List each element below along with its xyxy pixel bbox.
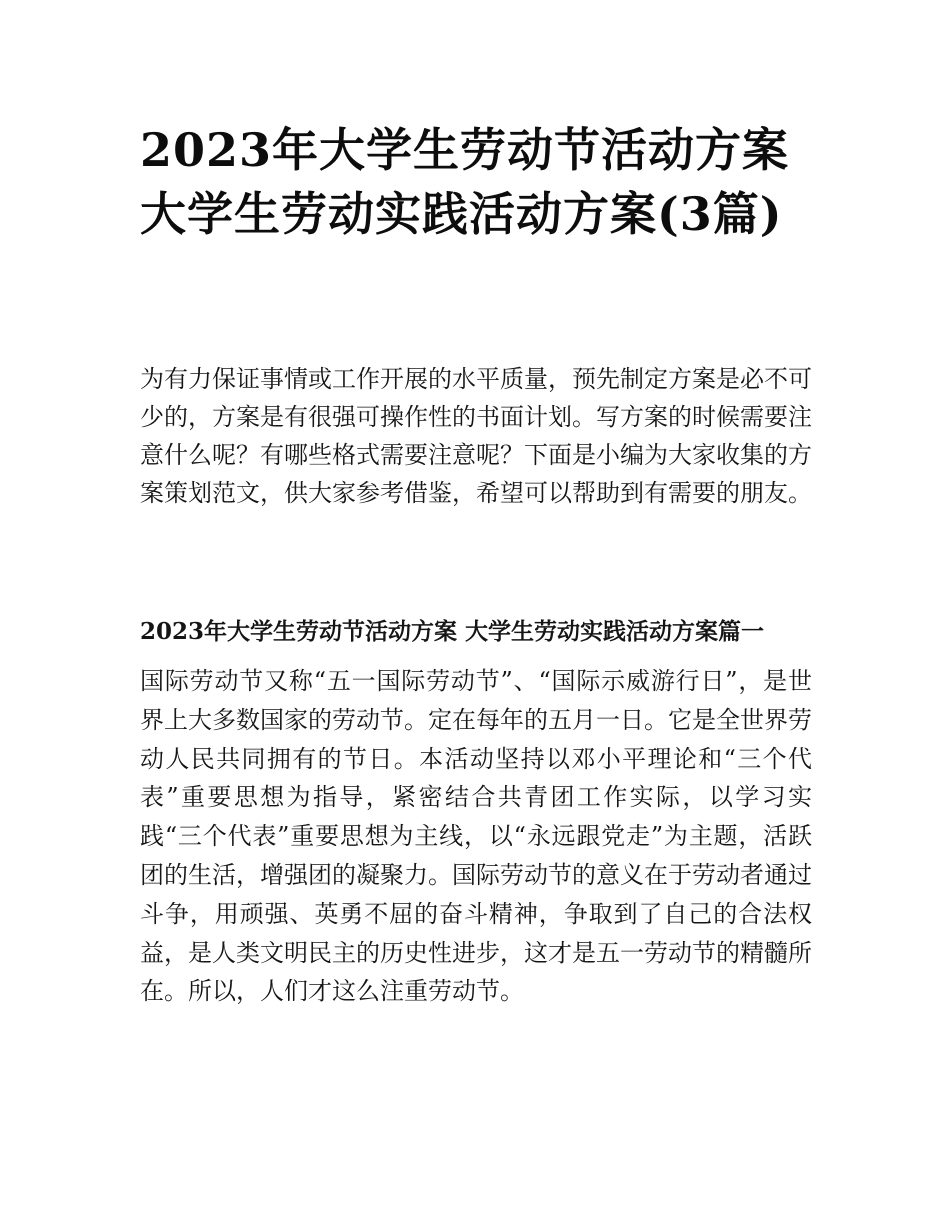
section-paragraph: 国际劳动节又称“五一国际劳动节”、“国际示威游行日”，是世界上大多数国家的劳动节。定在每年的五月一日。它是全世界劳动人民共同拥有的节日。本活动坚持以邓小平理论和“三个代表”重要思想为指导，紧密结合共青团工作实际，以学习实践“三个代表”重要思想为主线，以“永远跟党走”为主题，活跃团的生活，增强团的凝聚力。国际劳动节的意义在于劳动者通过斗争，用顽强、英勇不屈的奋斗精神，争取到了自己的合法权益，是人类文明民主的历史性进步，这才是五一劳动节的精髓所在。所以，人们才这么注重劳动节。 bbox=[140, 667, 812, 1006]
section-heading: 2023年大学生劳动节活动方案 大学生劳动实践活动方案篇一 bbox=[140, 618, 765, 645]
intro-paragraph: 为有力保证事情或工作开展的水平质量，预先制定方案是必不可少的，方案是有很强可操作性的书面计划。写方案的时候需要注意什么呢？有哪些格式需要注意呢？下面是小编为大家收集的方案策划范文，供大家参考借鉴，希望可以帮助到有需要的朋友。 bbox=[140, 365, 812, 507]
document-title: 2023年大学生劳动节活动方案 大学生劳动实践活动方案(3篇) bbox=[140, 123, 790, 241]
